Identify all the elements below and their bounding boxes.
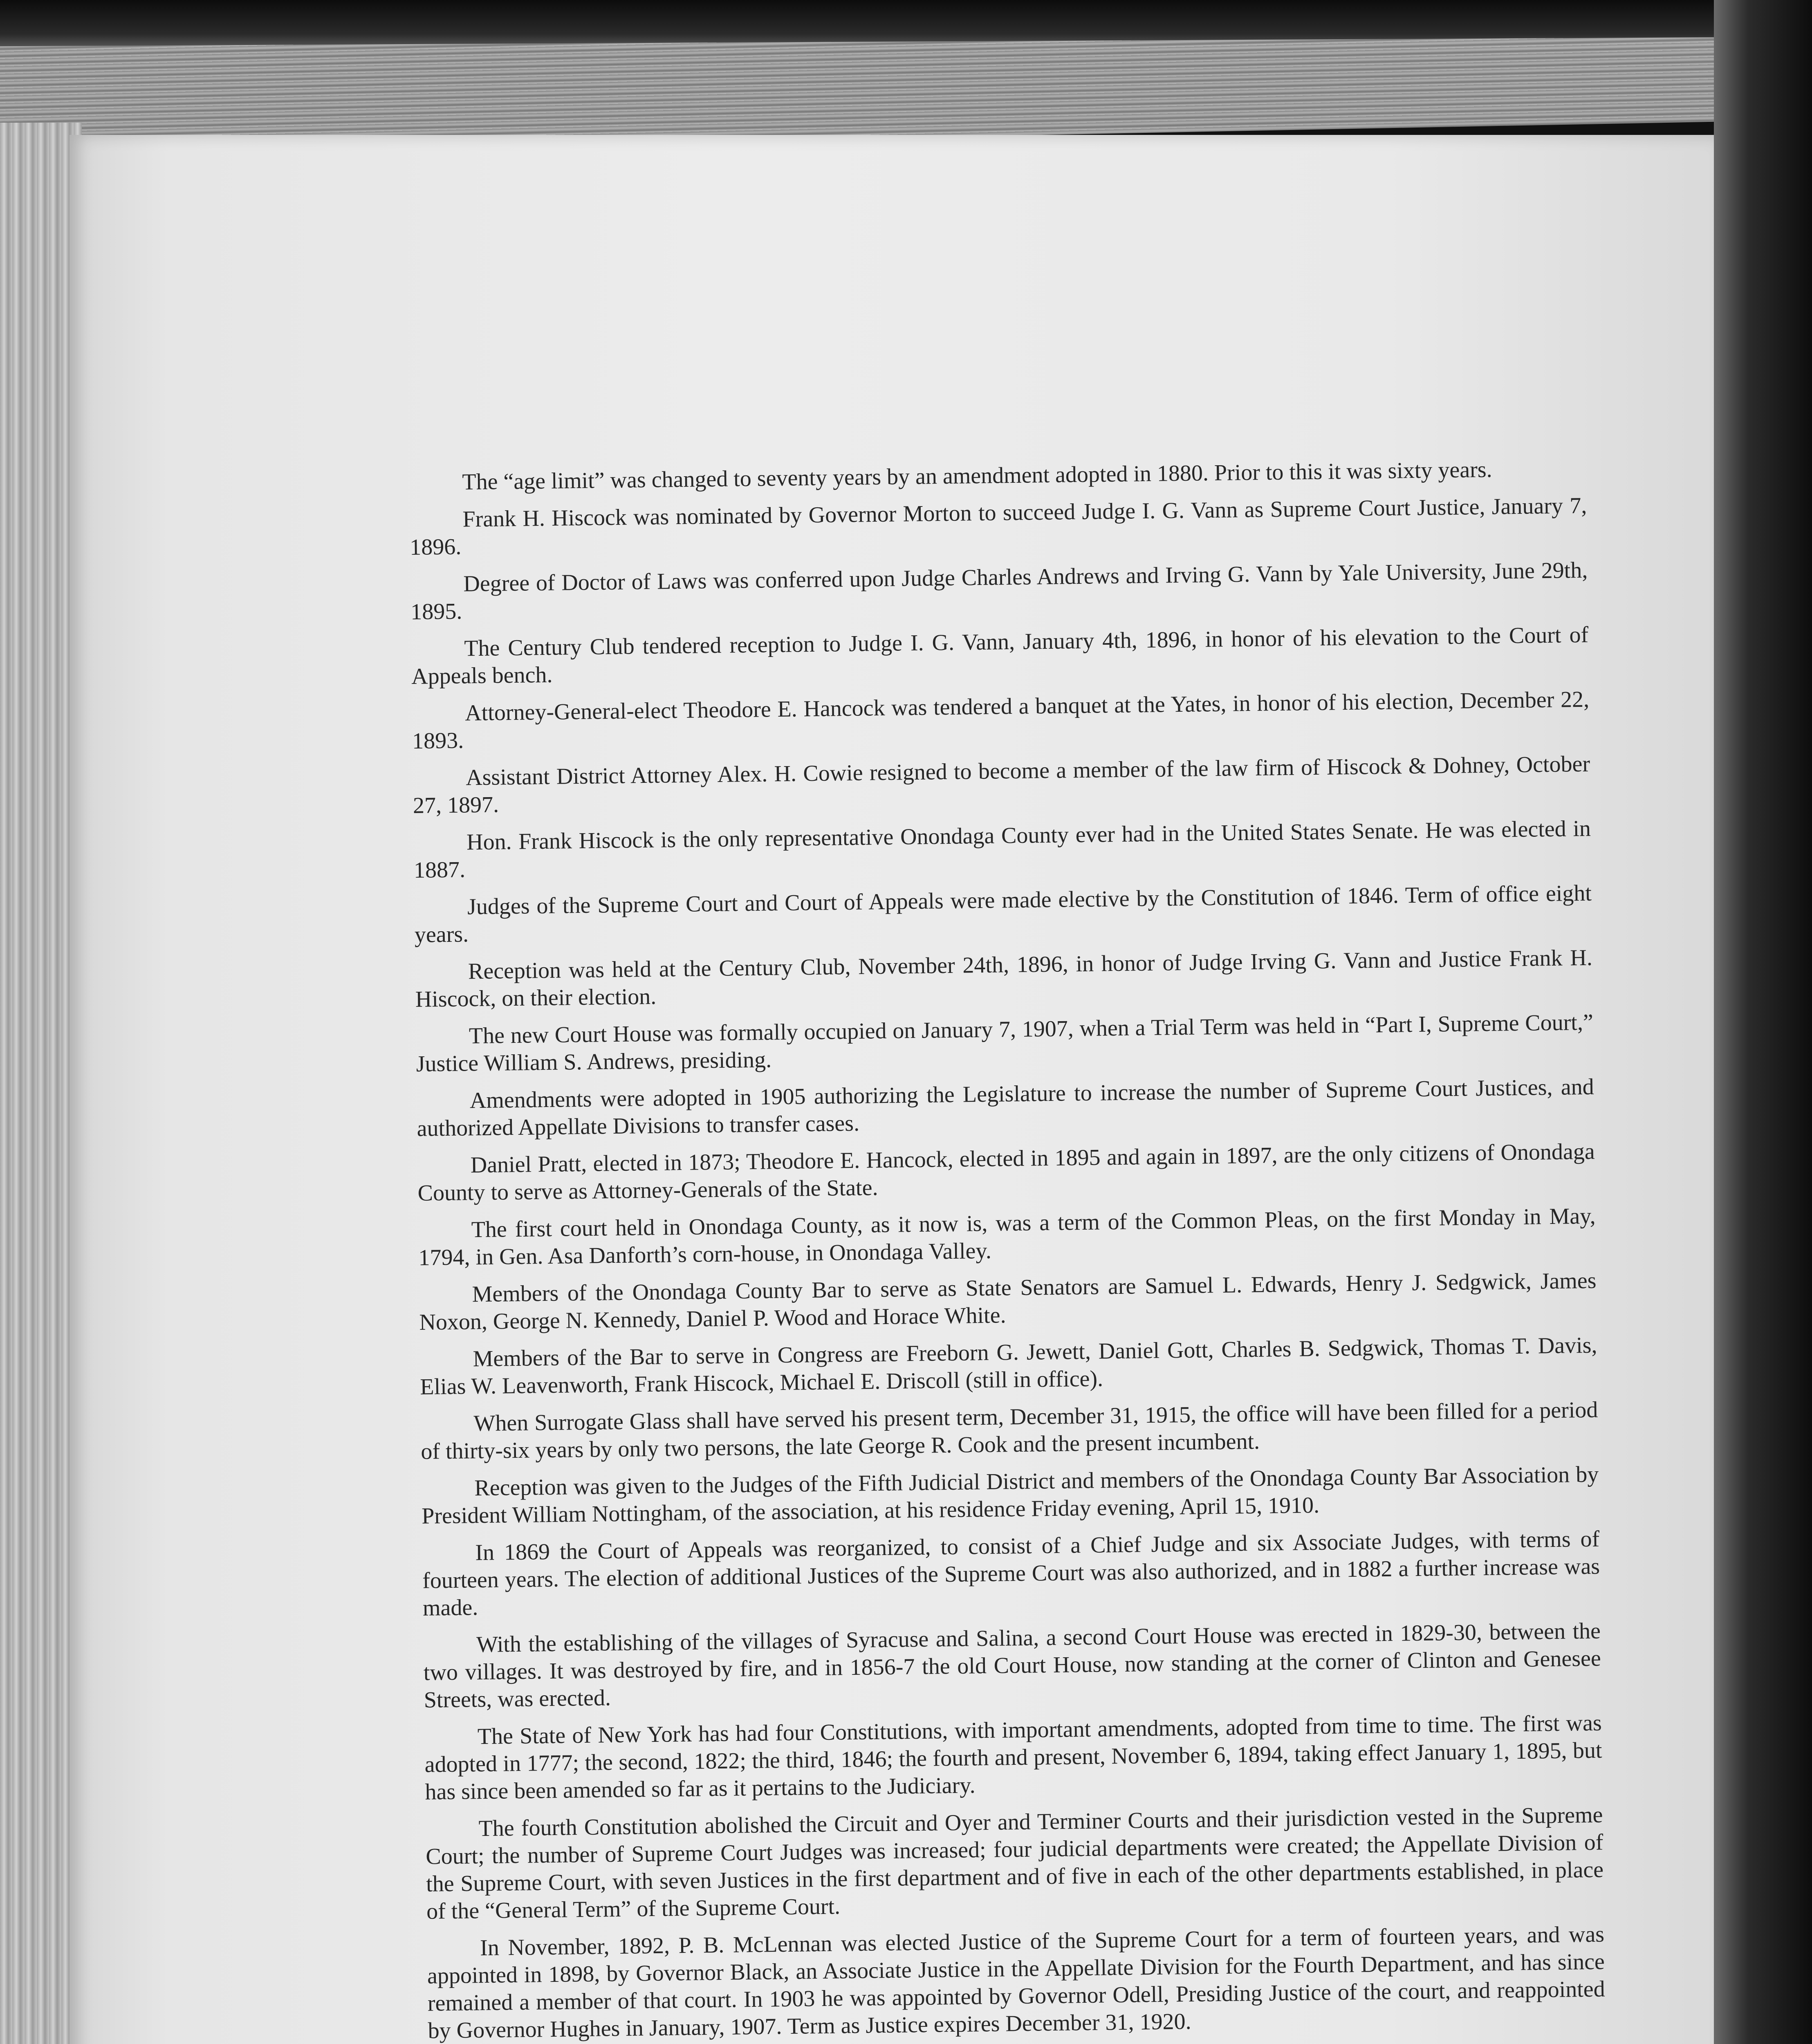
paragraph: Hon. Frank Hiscock is the only representative Onondaga County ever had in the United States Senate. He was elected in 1887. (413, 816, 1591, 883)
paragraph: The new Court House was formally occupied on January 7, 1907, when a Trial Term was held in “Part I, Supreme Court,” Justice William S. Andrews, presiding. (416, 1009, 1594, 1077)
paragraph: In November, 1892, P. B. McLennan was elected Justice of the Supreme Court for a term of fourteen years, and was appointed in 1898, by Governor Black, an Associate Justice in the Appellate Division for the Fourth Department, and has since remained a member of that court. In 1903 he was appointed by Governor Odell, Presiding Justice of the court, and reappointed by Governor Hughes in January, 1907. Term as Justice expires December 31, 1920. (427, 1921, 1606, 2044)
paragraph: With the establishing of the villages of Syracuse and Salina, a second Court House was erected in 1829-30, between the two villages. It was destroyed by fire, and in 1856-7 the old Court House, now standing at the corner of Clinton and Genesee Streets, was erected. (423, 1618, 1601, 1713)
paragraph: The “age limit” was changed to seventy years by an amendment adopted in 1880. Prior to this it was sixty years. (462, 457, 1492, 495)
paragraph: Daniel Pratt, elected in 1873; Theodore E. Hancock, elected in 1895 and again in 1897, are the only citizens of Onondaga County to serve as Attorney-Generals of the State. (417, 1139, 1595, 1206)
paragraph: Attorney-General-elect Theodore E. Hancock was tendered a banquet at the Yates, in honor of his election, December 22, 1893. (412, 686, 1590, 754)
paragraph: Assistant District Attorney Alex. H. Cowie resigned to become a member of the law firm of Hiscock & Dohney, October 27, 1897. (413, 751, 1590, 818)
body-text (409, 455, 1606, 2044)
paragraph: Amendments were adopted in 1905 authorizing the Legislature to increase the number of Supreme Court Justices, and authorized Appellate Divisions to transfer cases. (417, 1074, 1594, 1141)
paragraph: The first court held in Onondaga County, as it now is, was a term of the Common Pleas, on the first Monday in May, 1794, in Gen. Asa Danforth’s corn-house, in Onondaga Valley. (418, 1203, 1596, 1271)
paragraph: Judges of the Supreme Court and Court of Appeals were made elective by the Constitution of 1846. Term of office eight years. (414, 880, 1592, 948)
paragraph: Reception was given to the Judges of the Fifth Judicial District and members of the Onondaga County Bar Association by President William Nottingham, of the association, at his residence Friday evening, April 15, 1910. (421, 1461, 1599, 1529)
book-binding-shadow (1714, 0, 1812, 2044)
paragraph: Degree of Doctor of Laws was conferred upon Judge Charles Andrews and Irving G. Vann by Yale University, June 29th, 1895. (410, 557, 1588, 625)
paragraph: In 1869 the Court of Appeals was reorganized, to consist of a Chief Judge and six Associate Judges, with terms of fourteen years. The election of additional Justices of the Supreme Court was also authorized, and in 1882 a further increase was made. (422, 1526, 1600, 1621)
paragraph: Frank H. Hiscock was nominated by Governor Morton to succeed Judge I. G. Vann as Supreme Court Justice, January 7, 1896. (409, 493, 1587, 560)
paragraph: Members of the Bar to serve in Congress are Freeborn G. Jewett, Daniel Gott, Charles B. Sedgwick, Thomas T. Davis, Elias W. Leavenworth, Frank Hiscock, Michael E. Driscoll (still in office). (420, 1332, 1597, 1400)
paragraph: Members of the Onondaga County Bar to serve as State Senators are Samuel L. Edwards, Henry J. Sedgwick, James Noxon, George N. Kennedy, Daniel P. Wood and Horace White. (419, 1268, 1597, 1335)
paragraph: When Surrogate Glass shall have served his present term, December 31, 1915, the office will have been filled for a period of thirty-six years by only two persons, the late George R. Cook and the present incumbent. (420, 1397, 1598, 1464)
paragraph: The State of New York has had four Constitutions, with important amendments, adopted from time to time. The first was adopted in 1777; the second, 1822; the third, 1846; the fourth and present, November 6, 1894, taking effect January 1, 1895, but has since been amended so far as it pertains to the Judiciary. (424, 1710, 1602, 1805)
paragraph: Reception was held at the Century Club, November 24th, 1896, in honor of Judge Irving G. Vann and Justice Frank H. Hiscock, on their election. (415, 945, 1593, 1012)
paragraph: The Century Club tendered reception to Judge I. G. Vann, January 4th, 1896, in honor of his elevation to the Court of Appeals bench. (411, 622, 1589, 689)
paragraph: The fourth Constitution abolished the Circuit and Oyer and Terminer Courts and their jurisdiction vested in the Supreme Court; the number of Supreme Court Judges was increased; four judicial departments were created; the Appellate Division of the Supreme Court, with seven Justices in the first department and of five in each of the other departments established, in place of the “General Term” of the Supreme Court. (426, 1802, 1604, 1924)
